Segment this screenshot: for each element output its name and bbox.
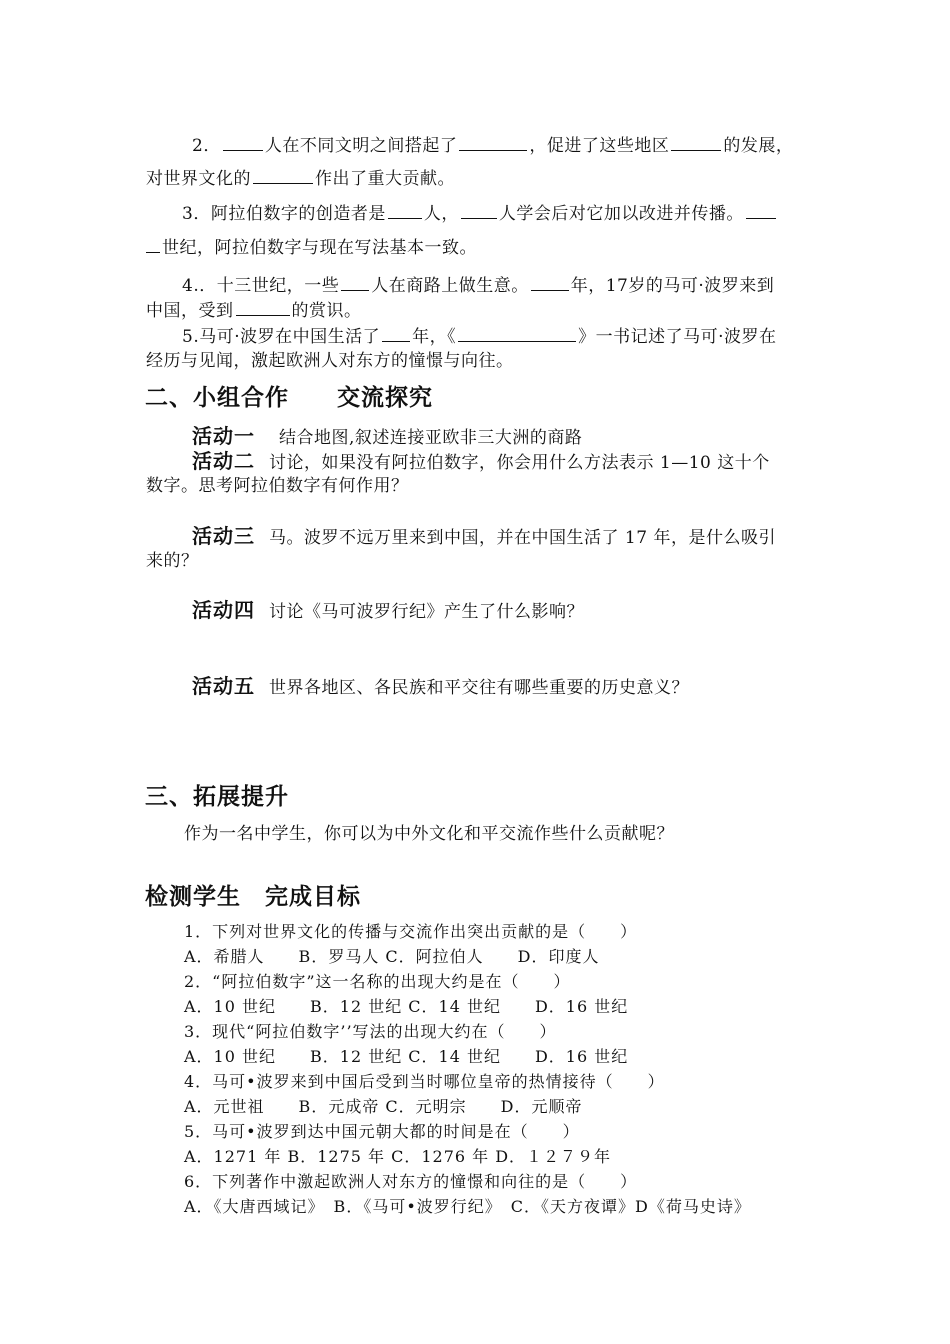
quiz-q2: 2．“阿拉伯数字”这一名称的出现大约是在（ ）: [184, 972, 571, 991]
activity-text: 讨论，如果没有阿拉伯数字，你会用什么方法表示 1—10 这十个: [269, 453, 770, 473]
fill-in-q5-line1: [182, 324, 777, 349]
blank[interactable]: [253, 166, 313, 184]
activity-label: 活动三: [192, 524, 255, 548]
quiz-q6: 6．下列著作中激起欧洲人对东方的憧憬和向往的是（ ）: [184, 1172, 638, 1191]
activity-3-cont: 来的？: [146, 551, 199, 571]
section3-title: 三、拓展提升: [145, 784, 289, 810]
q2-text: 作出了重大贡献。: [315, 169, 455, 189]
activity-4: [192, 598, 584, 624]
section4-title: 检测学生 完成目标: [145, 884, 361, 910]
blank[interactable]: [223, 133, 263, 151]
q4-text: 4.．十三世纪，一些: [182, 276, 340, 296]
blank[interactable]: [458, 324, 576, 342]
activity-label: 活动四: [192, 598, 255, 622]
q2-number: 2．: [192, 136, 221, 156]
fill-in-q2-line1: [192, 133, 793, 158]
q3-text: 世纪，阿拉伯数字与现在写法基本一致。: [162, 238, 477, 258]
quiz-q1: 1．下列对世界文化的传播与交流作出突出贡献的是（ ）: [184, 922, 638, 941]
q4-text: 的赏识。: [291, 301, 362, 321]
q4-text: 年，17岁的马可·波罗来到: [570, 276, 775, 296]
q2-text: ，促进了这些地区: [529, 136, 670, 156]
section3-text: 作为一名中学生，你可以为中外文化和平交流作些什么贡献呢？: [184, 824, 674, 844]
activity-2: [192, 449, 770, 475]
quiz-q5-options: A．1271 年 B．1275 年 C．1276 年 D．１２７９年: [184, 1147, 612, 1166]
q3-text: 3．阿拉伯数字的创造者是: [182, 204, 386, 224]
blank[interactable]: [382, 324, 410, 342]
q2-text: 对世界文化的: [146, 169, 251, 189]
fill-in-q4-line2: [146, 298, 362, 323]
quiz-q3: 3．现代“阿拉伯数字’’写法的出现大约在（ ）: [184, 1022, 557, 1041]
q5-text: 年，《: [412, 327, 457, 347]
fill-in-q2-line2: [146, 166, 455, 191]
blank[interactable]: [146, 235, 160, 253]
quiz-q4: 4．马可•波罗来到中国后受到当时哪位皇帝的热情接待（ ）: [184, 1072, 665, 1091]
blank[interactable]: [459, 133, 527, 151]
activity-text: 讨论《马可波罗行纪》产生了什么影响？: [269, 602, 584, 622]
q3-text: 人学会后对它加以改进并传播。: [498, 204, 744, 224]
blank[interactable]: [531, 273, 569, 291]
q2-text: 人在不同文明之间搭起了: [264, 136, 458, 156]
blank[interactable]: [461, 201, 497, 219]
section2-title: 二、小组合作 交流探究: [145, 385, 433, 411]
quiz-q4-options: A．元世祖 B．元成帝 C．元明宗 D．元顺帝: [184, 1097, 583, 1116]
quiz-q1-options: A．希腊人 B．罗马人 C．阿拉伯人 D．印度人: [184, 947, 600, 966]
q4-text: 人在商路上做生意。: [371, 276, 529, 296]
q3-text: 人，: [423, 204, 459, 224]
activity-2-cont: 数字。思考阿拉伯数字有何作用？: [146, 476, 409, 496]
activity-label: 活动五: [192, 674, 255, 698]
activity-label: 活动二: [192, 449, 255, 473]
q2-text: 的发展，: [723, 136, 794, 156]
activity-label: 活动一: [192, 424, 255, 448]
q5-text: 5.马可·波罗在中国生活了: [182, 327, 381, 347]
fill-in-q5-line2: [146, 349, 514, 373]
activity-5: [192, 674, 689, 700]
activity-text: 结合地图,叙述连接亚欧非三大洲的商路: [279, 428, 583, 448]
q4-text: 中国，受到: [146, 301, 234, 321]
q5-text: 》一书记述了马可·波罗在: [578, 327, 777, 347]
activity-text: 世界各地区、各民族和平交往有哪些重要的历史意义？: [269, 678, 689, 698]
q5-text: 经历与见闻，激起欧洲人对东方的憧憬与向往。: [146, 351, 514, 371]
quiz-q2-options: A．10 世纪 B．12 世纪 C．14 世纪 D．16 世纪: [184, 997, 629, 1016]
quiz-q5: 5．马可•波罗到达中国元朝大都的时间是在（ ）: [184, 1122, 580, 1141]
blank[interactable]: [671, 133, 721, 151]
quiz-q3-options: A．10 世纪 B．12 世纪 C．14 世纪 D．16 世纪: [184, 1047, 629, 1066]
activity-text: 马。波罗不远万里来到中国，并在中国生活了 17 年，是什么吸引: [269, 528, 776, 548]
quiz-q6-options: A．《大唐西域记》 B．《马可•波罗行纪》 C．《天方夜谭》D《荷马史诗》: [184, 1197, 751, 1216]
fill-in-q4-line1: [182, 273, 774, 298]
blank[interactable]: [388, 201, 422, 219]
blank[interactable]: [746, 201, 776, 219]
fill-in-q3-line1: [182, 201, 778, 226]
blank[interactable]: [236, 298, 290, 316]
activity-1: [192, 424, 582, 450]
activity-3: [192, 524, 776, 550]
fill-in-q3-line2: [146, 235, 477, 260]
blank[interactable]: [341, 273, 369, 291]
